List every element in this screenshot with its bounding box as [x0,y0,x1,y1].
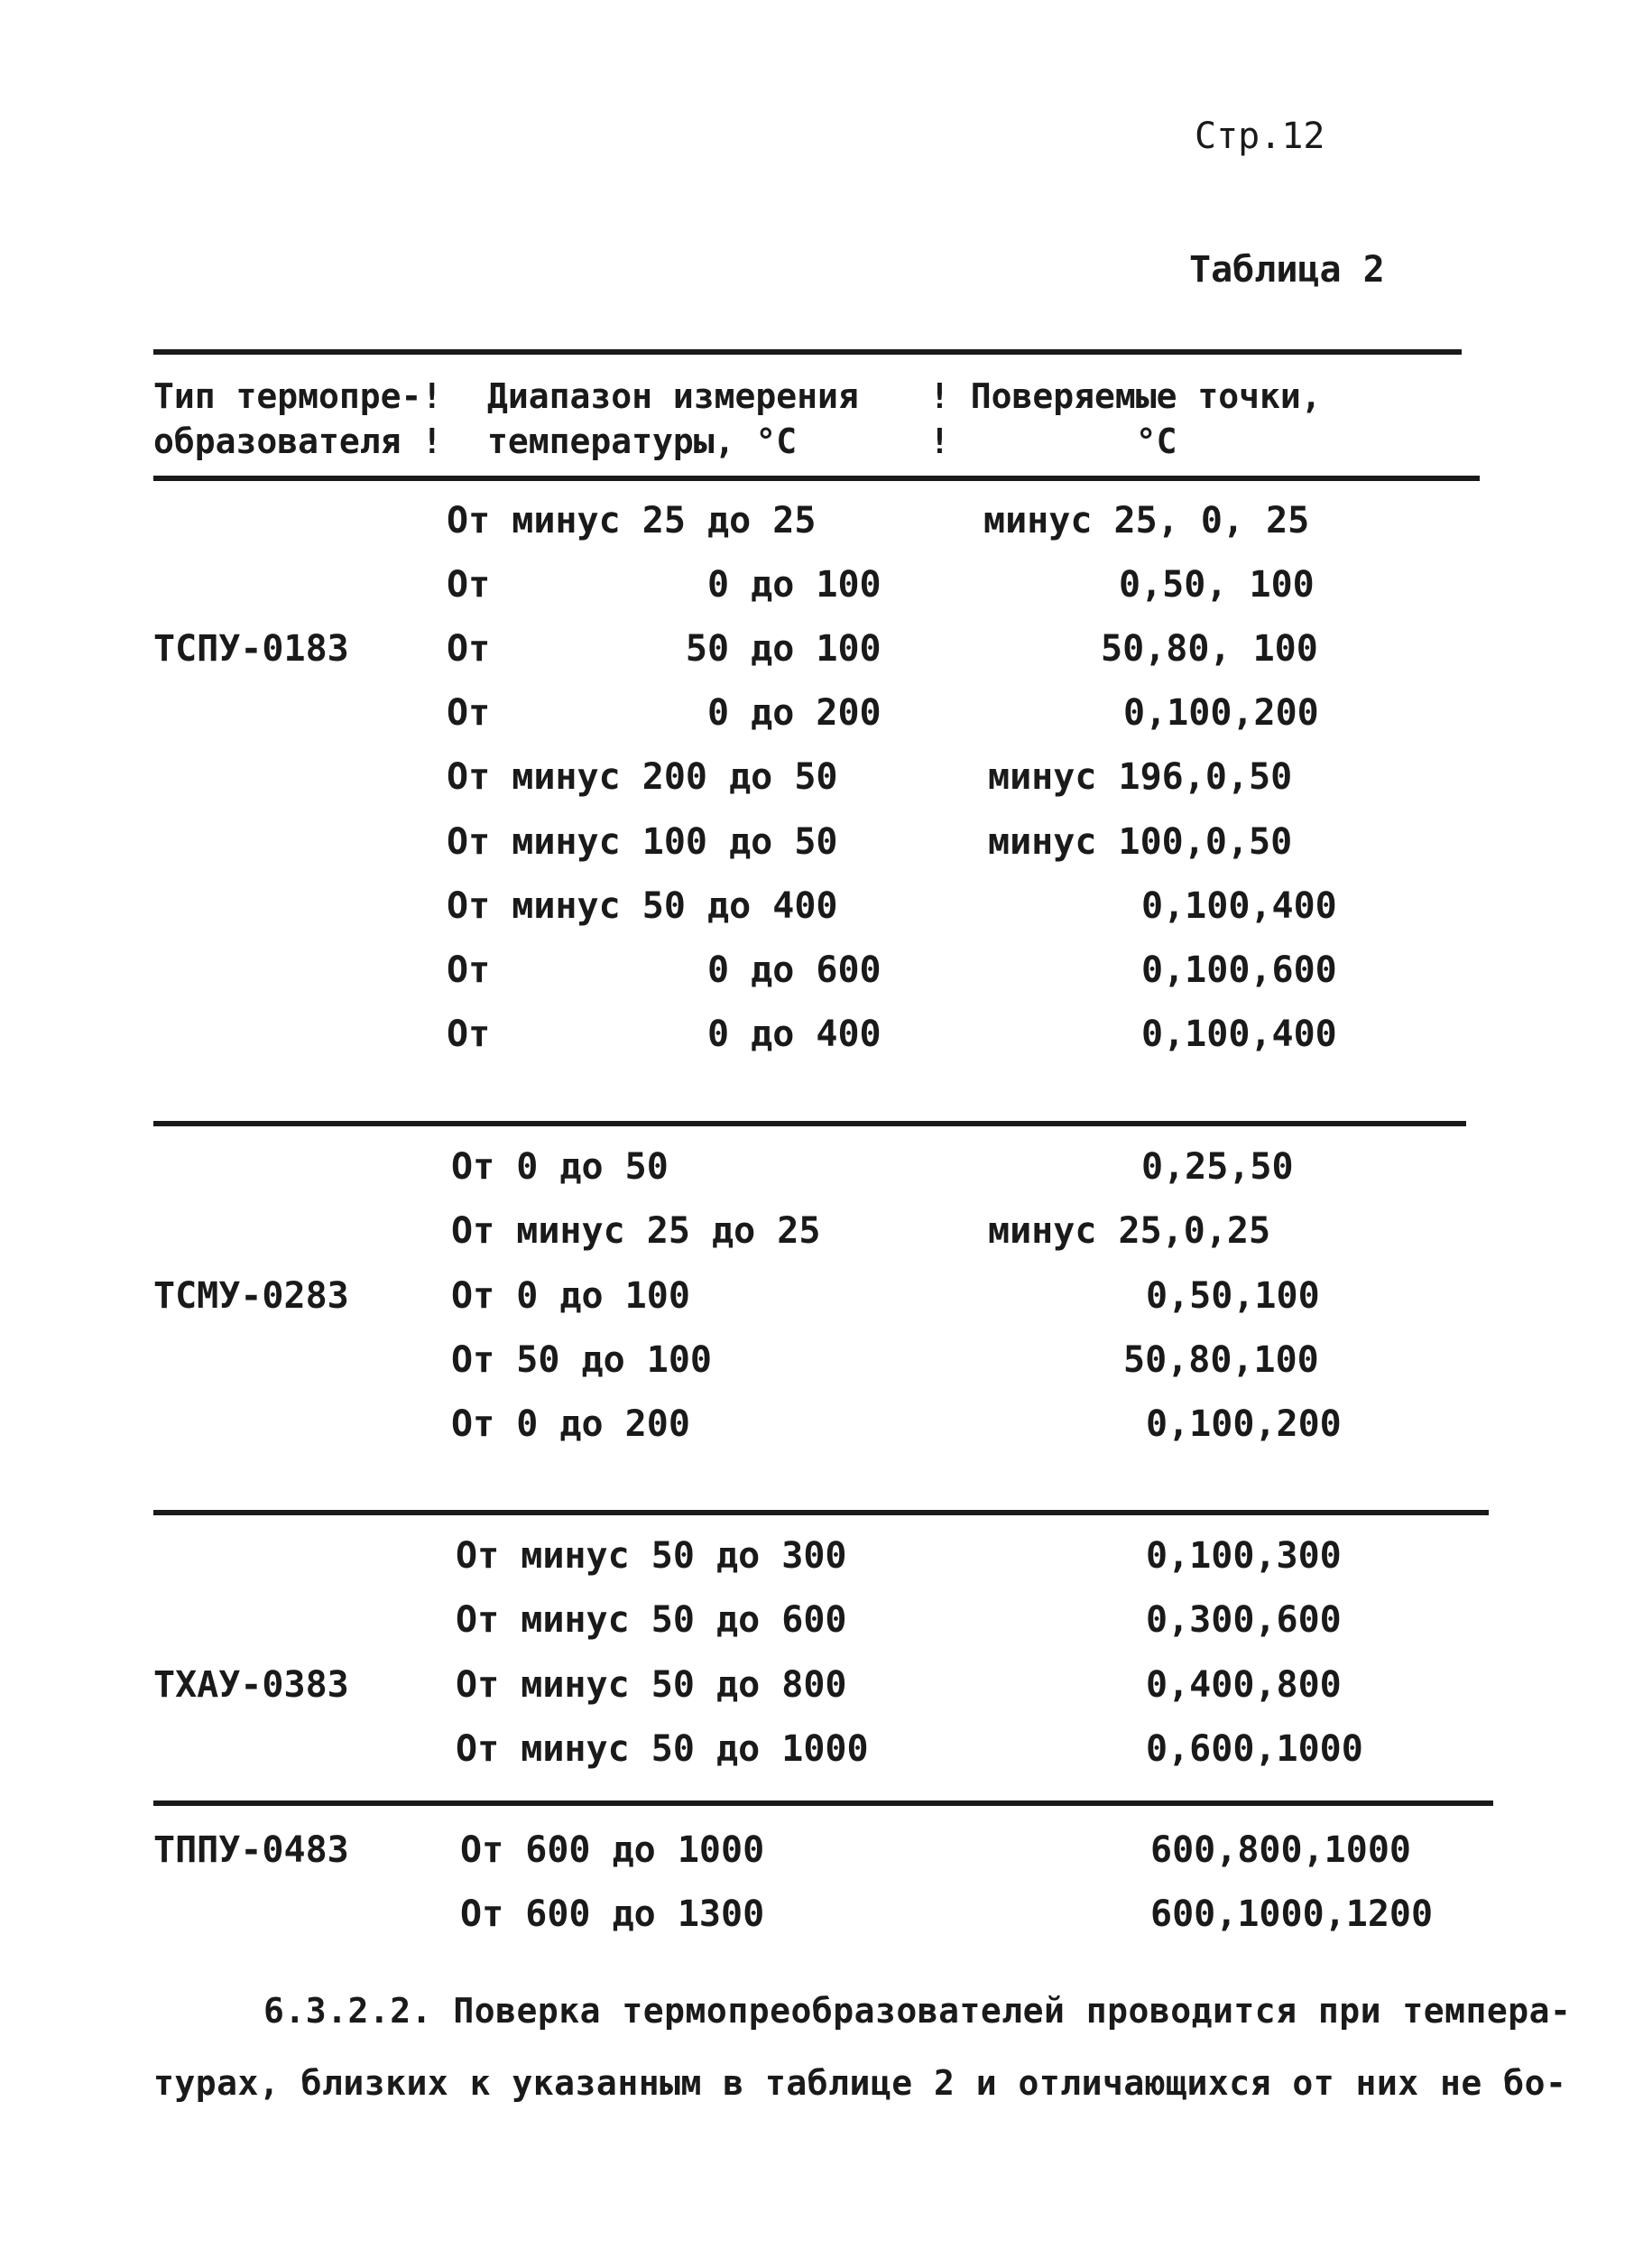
header-points-line2: ! °С [929,421,1177,461]
range-cell: От 0 до 50 [451,1146,669,1188]
header-type-line1: Тип термопре-! [153,376,443,416]
range-cell: От 0 до 100 [451,1275,690,1317]
range-cell: От 50 до 100 [447,628,881,670]
table-caption: Таблица 2 [1189,249,1385,291]
points-cell: 0,100,300 [1146,1535,1342,1577]
group-divider-rule [153,1510,1489,1515]
header-range-line1: Диапазон измерения [487,376,859,416]
header-points-line1: ! Поверяемые точки, [929,376,1322,416]
points-cell: 600,800,1000 [1150,1829,1411,1871]
range-cell: От минус 100 до 50 [447,821,838,863]
range-cell: От минус 50 до 600 [456,1599,847,1641]
range-cell: От минус 50 до 1000 [456,1728,869,1770]
points-cell: 0,50,100 [1146,1275,1320,1317]
table-top-rule [153,349,1462,355]
range-cell: От минус 25 до 25 [451,1210,821,1252]
points-cell: 0,100,400 [1141,1014,1337,1055]
range-cell: От минус 50 до 400 [447,885,838,927]
header-type-line2: образователя ! [153,421,443,461]
points-cell: минус 25, 0, 25 [983,500,1310,542]
range-cell: От 0 до 400 [447,1014,881,1055]
points-cell: 0,100,400 [1141,885,1337,927]
range-cell: От минус 25 до 25 [447,500,817,542]
header-bottom-rule [153,476,1480,481]
range-cell: От минус 50 до 800 [456,1664,847,1706]
sensor-type: ТХАУ-0383 [153,1664,349,1706]
sensor-type: ТСМУ-0283 [153,1275,349,1317]
range-cell: От минус 50 до 300 [456,1535,847,1577]
range-cell: От 600 до 1000 [460,1829,765,1871]
points-cell: 0,100,200 [1123,692,1319,734]
points-cell: 0,300,600 [1146,1599,1342,1641]
points-cell: минус 100,0,50 [988,821,1293,863]
points-cell: 0,100,600 [1141,949,1337,991]
page-number: Стр.12 [1195,116,1325,157]
sensor-type: ТППУ-0483 [153,1829,349,1871]
range-cell: От 600 до 1300 [460,1893,765,1935]
range-cell: От 0 до 200 [451,1403,690,1445]
points-cell: 0,25,50 [1141,1146,1294,1188]
points-cell: минус 196,0,50 [988,756,1293,798]
header-range-line2: температуры, °С [487,421,798,461]
range-cell: От 50 до 100 [451,1339,712,1381]
range-cell: От 0 до 100 [447,564,881,606]
group-divider-rule [153,1121,1466,1126]
points-cell: 0,100,200 [1146,1403,1342,1445]
range-cell: От 0 до 200 [447,692,881,734]
range-cell: От 0 до 600 [447,949,881,991]
points-cell: 50,80, 100 [1101,628,1318,670]
points-cell: 0,50, 100 [1119,564,1315,606]
range-cell: От минус 200 до 50 [447,756,838,798]
group-divider-rule [153,1801,1493,1806]
paragraph-line-1: 6.3.2.2. Поверка термопреобразователей проводится при темпера- [263,1991,1572,2031]
points-cell: минус 25,0,25 [988,1210,1271,1252]
points-cell: 0,400,800 [1146,1664,1342,1706]
points-cell: 0,600,1000 [1146,1728,1363,1770]
points-cell: 50,80,100 [1123,1339,1319,1381]
sensor-type: ТСПУ-0183 [153,628,349,670]
paragraph-line-2: турах, близких к указанным в таблице 2 и отличающихся от них не бо- [153,2063,1567,2103]
points-cell: 600,1000,1200 [1150,1893,1434,1935]
